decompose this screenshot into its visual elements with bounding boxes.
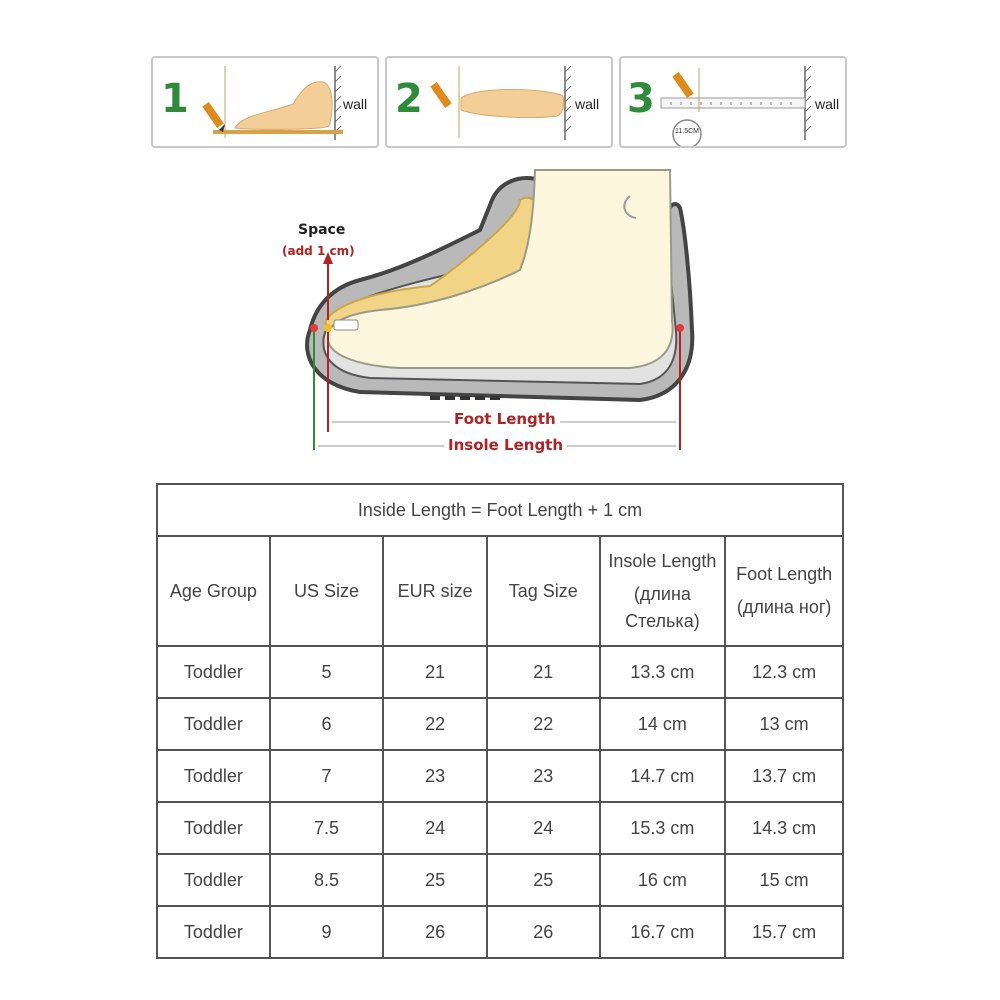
cell-us-size: 8.5	[270, 854, 384, 906]
table-row	[157, 906, 843, 958]
cell-tag-size: 26	[487, 906, 600, 958]
table-row	[157, 750, 843, 802]
cell-age-group: Toddler	[157, 802, 270, 854]
table-row	[157, 854, 843, 906]
cell-foot-length: 13 cm	[725, 698, 843, 750]
header-tag-size: Tag Size	[487, 536, 600, 646]
step-1-panel	[151, 56, 379, 148]
cell-foot-length: 12.3 cm	[725, 646, 843, 698]
table-banner: Inside Length = Foot Length + 1 cm	[157, 484, 843, 536]
header-insole-length-ru: (длина Стелька)	[625, 583, 700, 631]
insole-length-label: Insole Length	[444, 436, 567, 454]
header-age-group: Age Group	[157, 536, 270, 646]
cell-insole-length: 16.7 cm	[600, 906, 726, 958]
cell-insole-length: 14 cm	[600, 698, 726, 750]
cell-insole-length: 15.3 cm	[600, 802, 726, 854]
cell-tag-size: 24	[487, 802, 600, 854]
space-label: Space	[298, 222, 346, 238]
cell-eur-size: 23	[383, 750, 487, 802]
cell-tag-size: 23	[487, 750, 600, 802]
header-insole-length-en: Insole Length	[608, 550, 717, 571]
cell-insole-length: 14.7 cm	[600, 750, 726, 802]
cell-age-group: Toddler	[157, 750, 270, 802]
cell-age-group: Toddler	[157, 698, 270, 750]
foot-length-label: Foot Length	[450, 410, 560, 428]
cell-foot-length: 14.3 cm	[725, 802, 843, 854]
step-number: 2	[395, 76, 423, 122]
table-header-row	[157, 536, 843, 646]
wall-label: wall	[575, 96, 600, 112]
cell-us-size: 7.5	[270, 802, 384, 854]
cell-insole-length: 16 cm	[600, 854, 726, 906]
step-number: 1	[161, 76, 189, 122]
cell-foot-length: 15.7 cm	[725, 906, 843, 958]
cell-us-size: 9	[270, 906, 384, 958]
header-foot-length-ru: (длина ног)	[736, 597, 832, 617]
cell-foot-length: 13.7 cm	[725, 750, 843, 802]
size-chart-table	[156, 483, 844, 959]
header-eur-size: EUR size	[383, 536, 487, 646]
step-number: 3	[627, 76, 655, 122]
wall-label: wall	[815, 96, 840, 112]
header-foot-length-en: Foot Length	[736, 564, 833, 584]
cell-us-size: 5	[270, 646, 384, 698]
step-3-panel	[619, 56, 847, 148]
table-row	[157, 646, 843, 698]
cell-us-size: 7	[270, 750, 384, 802]
header-us-size: US Size	[270, 536, 384, 646]
cell-insole-length: 13.3 cm	[600, 646, 726, 698]
cell-us-size: 6	[270, 698, 384, 750]
cell-eur-size: 22	[383, 698, 487, 750]
cell-age-group: Toddler	[157, 906, 270, 958]
table-row	[157, 802, 843, 854]
cell-foot-length: 15 cm	[725, 854, 843, 906]
header-foot-length	[725, 536, 843, 646]
cell-age-group: Toddler	[157, 646, 270, 698]
cell-eur-size: 26	[383, 906, 487, 958]
cell-tag-size: 22	[487, 698, 600, 750]
cell-tag-size: 25	[487, 854, 600, 906]
ruler-badge: 11.5CM	[675, 128, 699, 135]
cell-eur-size: 25	[383, 854, 487, 906]
cell-eur-size: 24	[383, 802, 487, 854]
space-note: (add 1 cm)	[282, 244, 355, 258]
table-row	[157, 698, 843, 750]
step-2-panel	[385, 56, 613, 148]
cell-tag-size: 21	[487, 646, 600, 698]
wall-label: wall	[343, 96, 368, 112]
foot-measurement-diagram	[280, 160, 720, 460]
cell-eur-size: 21	[383, 646, 487, 698]
cell-age-group: Toddler	[157, 854, 270, 906]
header-insole-length	[600, 536, 726, 646]
table-banner-row	[157, 484, 843, 536]
